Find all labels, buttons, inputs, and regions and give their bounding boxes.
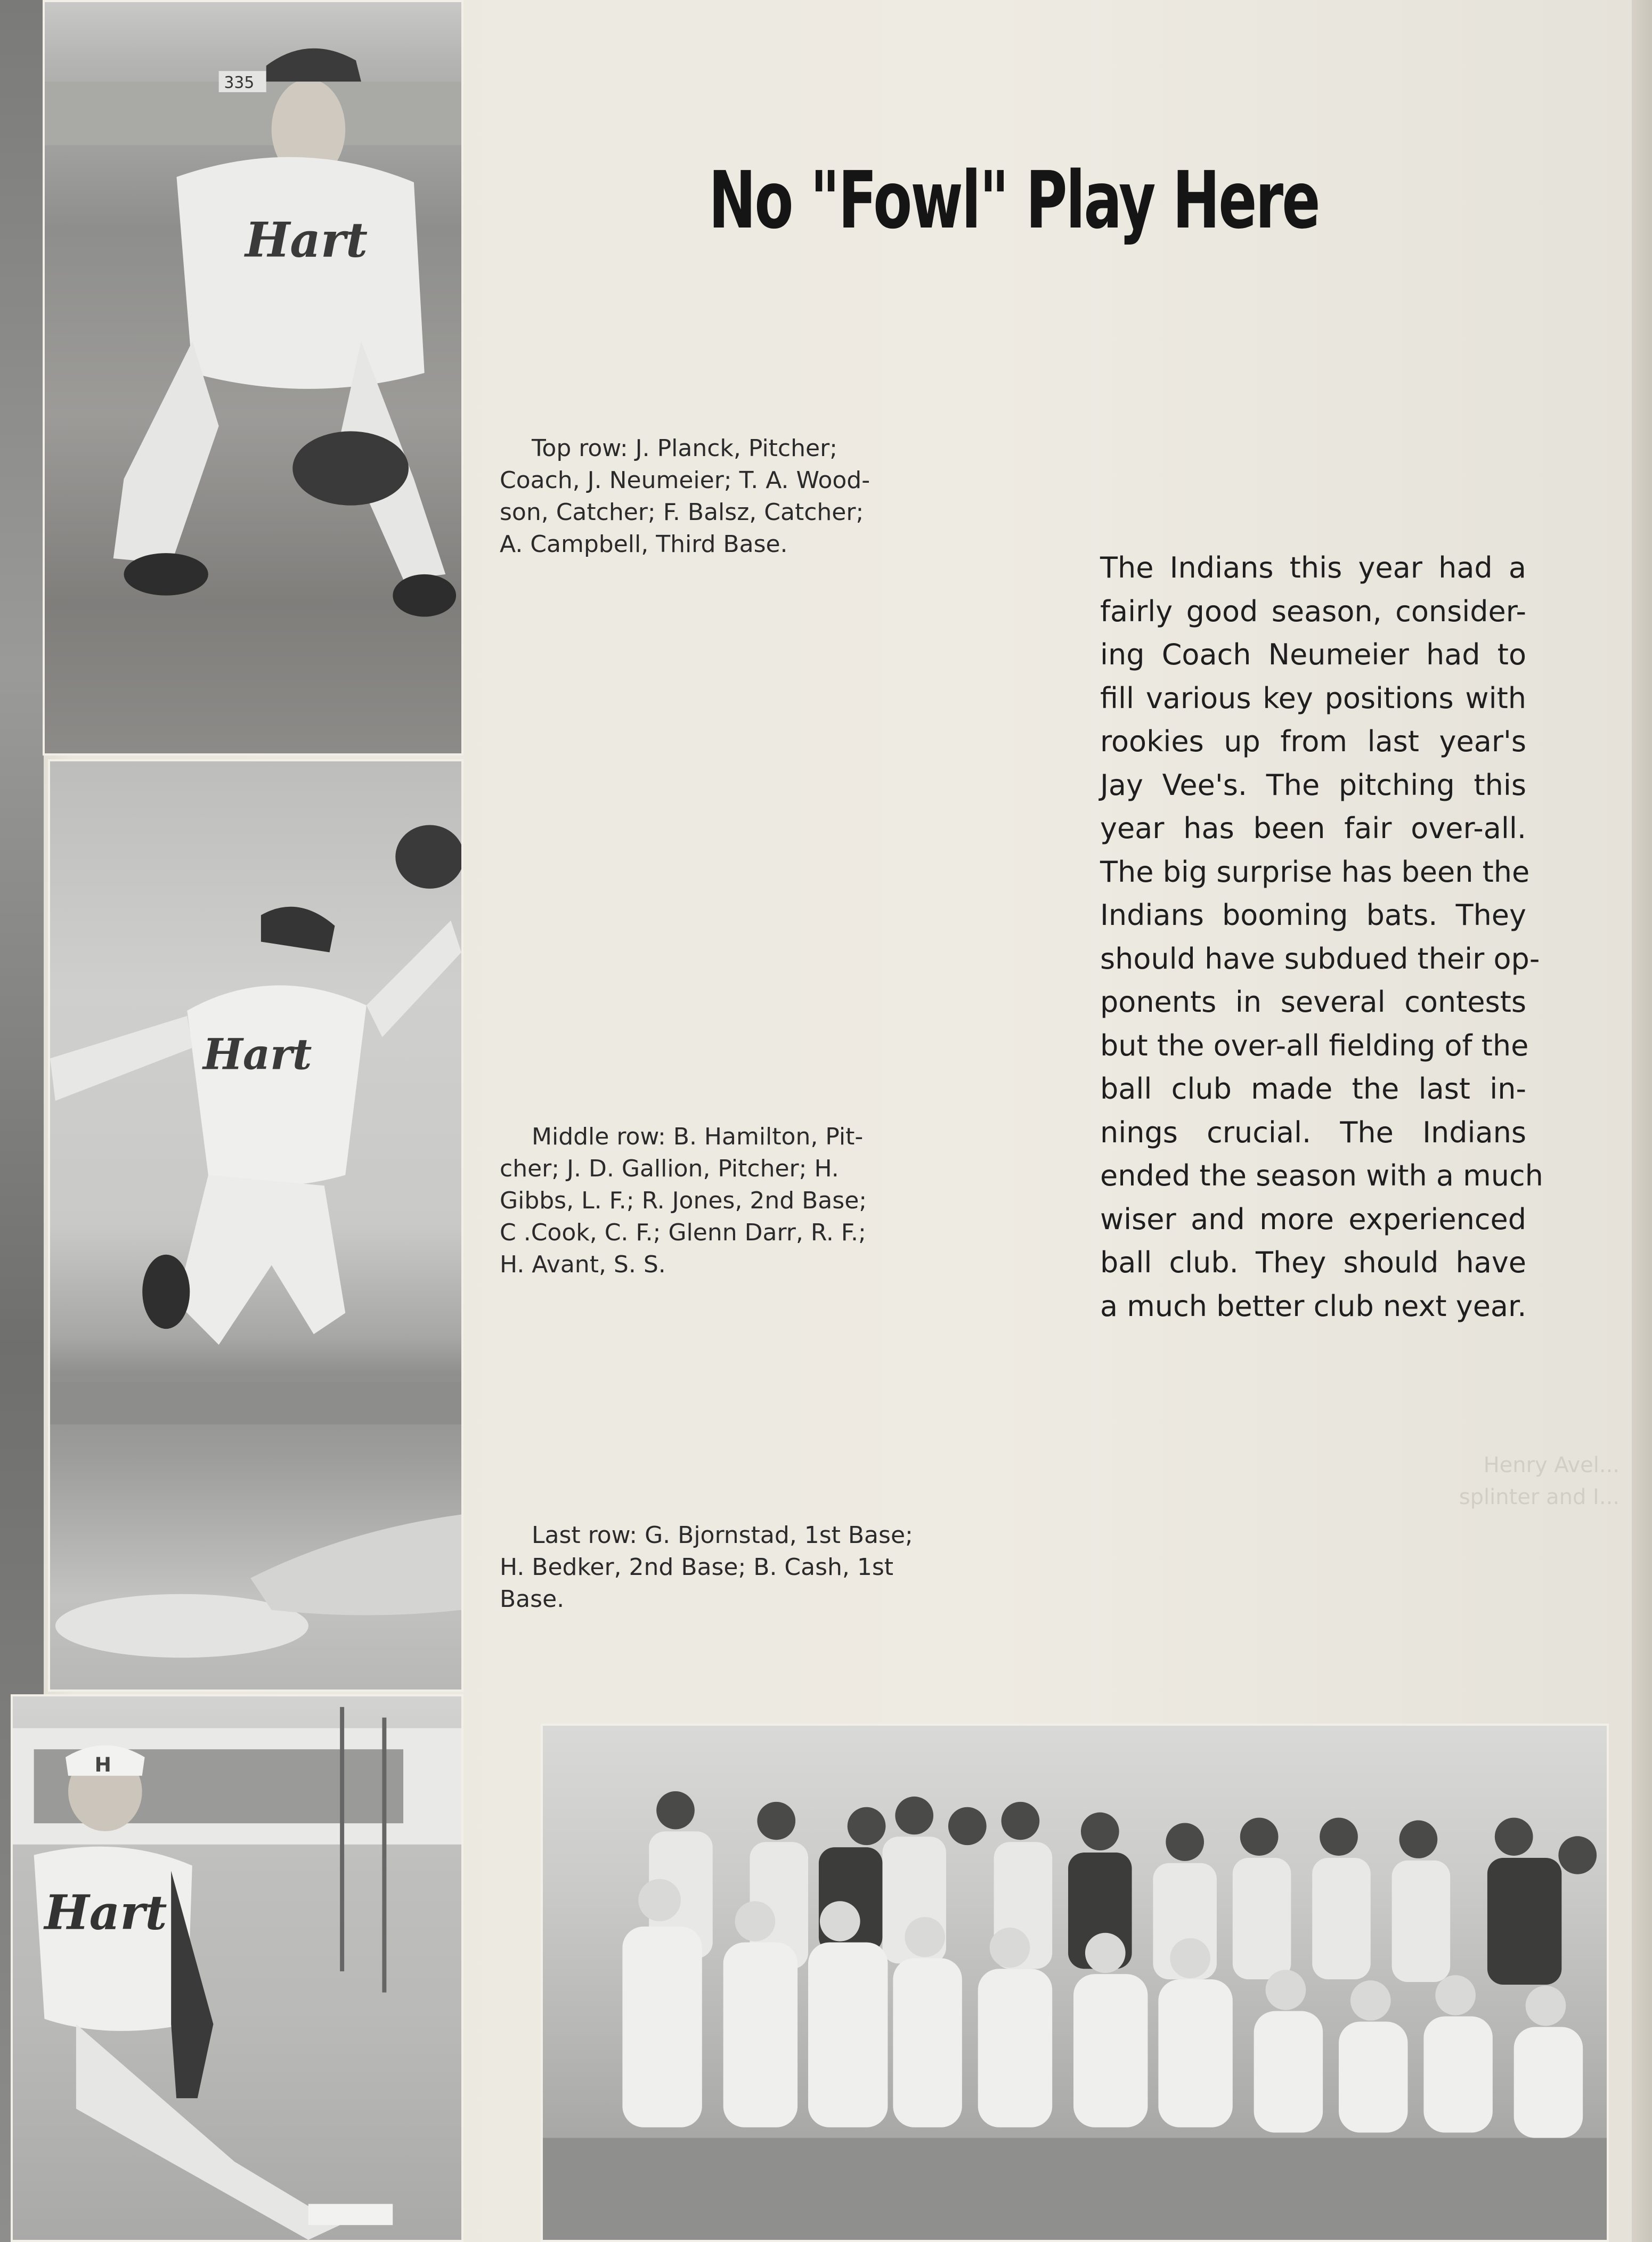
caption-line: H. Avant, S. S. (500, 1251, 666, 1278)
bleed-through-line: Henry Avel... (1483, 1453, 1620, 1477)
top-row-caption (500, 433, 926, 560)
caption-line: Middle row: B. Hamilton, Pit- (532, 1123, 864, 1150)
first-baseman-photo (11, 1694, 463, 2242)
middle-row-caption (500, 1121, 947, 1281)
caption-line: C .Cook, C. F.; Glenn Darr, R. F.; (500, 1219, 866, 1246)
caption-line: Coach, J. Neumeier; T. A. Wood- (500, 467, 870, 494)
caption-line: Gibbs, L. F.; R. Jones, 2nd Base; (500, 1187, 867, 1214)
last-row-caption (500, 1520, 926, 1615)
story-line: Jay Vee's. The pitching this (1100, 768, 1526, 802)
season-story (1100, 546, 1543, 1328)
story-line: should have subdued their op- (1100, 941, 1540, 976)
page-edge (1632, 0, 1652, 2242)
story-line: ended the season with a much (1100, 1159, 1543, 1192)
cap-letter: H (94, 1752, 112, 1776)
caption-line: son, Catcher; F. Balsz, Catcher; (500, 499, 864, 526)
story-line: but the over-all fielding of the (1100, 1028, 1529, 1062)
jumping-catch-photo (48, 759, 463, 1692)
story-line: year has been fair over-all. (1100, 811, 1526, 845)
story-line: The big surprise has been the (1100, 855, 1530, 889)
caption-line: Last row: G. Bjornstad, 1st Base; (532, 1522, 913, 1549)
story-line: ponents in several contests (1100, 985, 1526, 1019)
caption-line: cher; J. D. Gallion, Pitcher; H. (500, 1155, 839, 1182)
team-group (543, 1726, 1607, 2240)
bleed-through-line: splinter and I... (1459, 1485, 1620, 1509)
infielder-photo (43, 0, 463, 756)
caption-line: H. Bedker, 2nd Base; B. Cash, 1st (500, 1554, 894, 1581)
story-line: fairly good season, consider- (1100, 594, 1526, 628)
jumping-player-figure (50, 761, 461, 1689)
bleed-through-text (1342, 1449, 1620, 1513)
caption-line: Base. (500, 1586, 565, 1613)
outfield-sign-number: 335 (224, 74, 255, 93)
jersey-lettering-bottom: Hart (44, 1884, 167, 1941)
story-line: nings crucial. The Indians (1100, 1115, 1526, 1149)
team-photo (541, 1724, 1609, 2242)
story-line: rookies up from last year's (1100, 725, 1526, 758)
caption-line: Top row: J. Planck, Pitcher; (532, 435, 837, 462)
jersey-lettering-mid: Hart (203, 1029, 312, 1079)
story-line: The Indians this year had a (1100, 551, 1526, 584)
story-line: a much better club next year. (1100, 1289, 1527, 1323)
story-line: ball club. They should have (1100, 1246, 1526, 1279)
first-baseman-figure (13, 1696, 461, 2240)
caption-line: A. Campbell, Third Base. (500, 531, 788, 558)
story-line: fill various key positions with (1100, 681, 1526, 715)
story-line: Indians booming bats. They (1100, 898, 1526, 932)
page-title: No "Fowl" Play Here (709, 155, 1319, 246)
jersey-lettering: Hart (245, 212, 368, 269)
story-line: ball club made the last in- (1100, 1072, 1526, 1106)
infielder-figure (45, 2, 461, 753)
story-line: ing Coach Neumeier had to (1100, 638, 1526, 671)
story-line: wiser and more experienced (1100, 1202, 1526, 1236)
